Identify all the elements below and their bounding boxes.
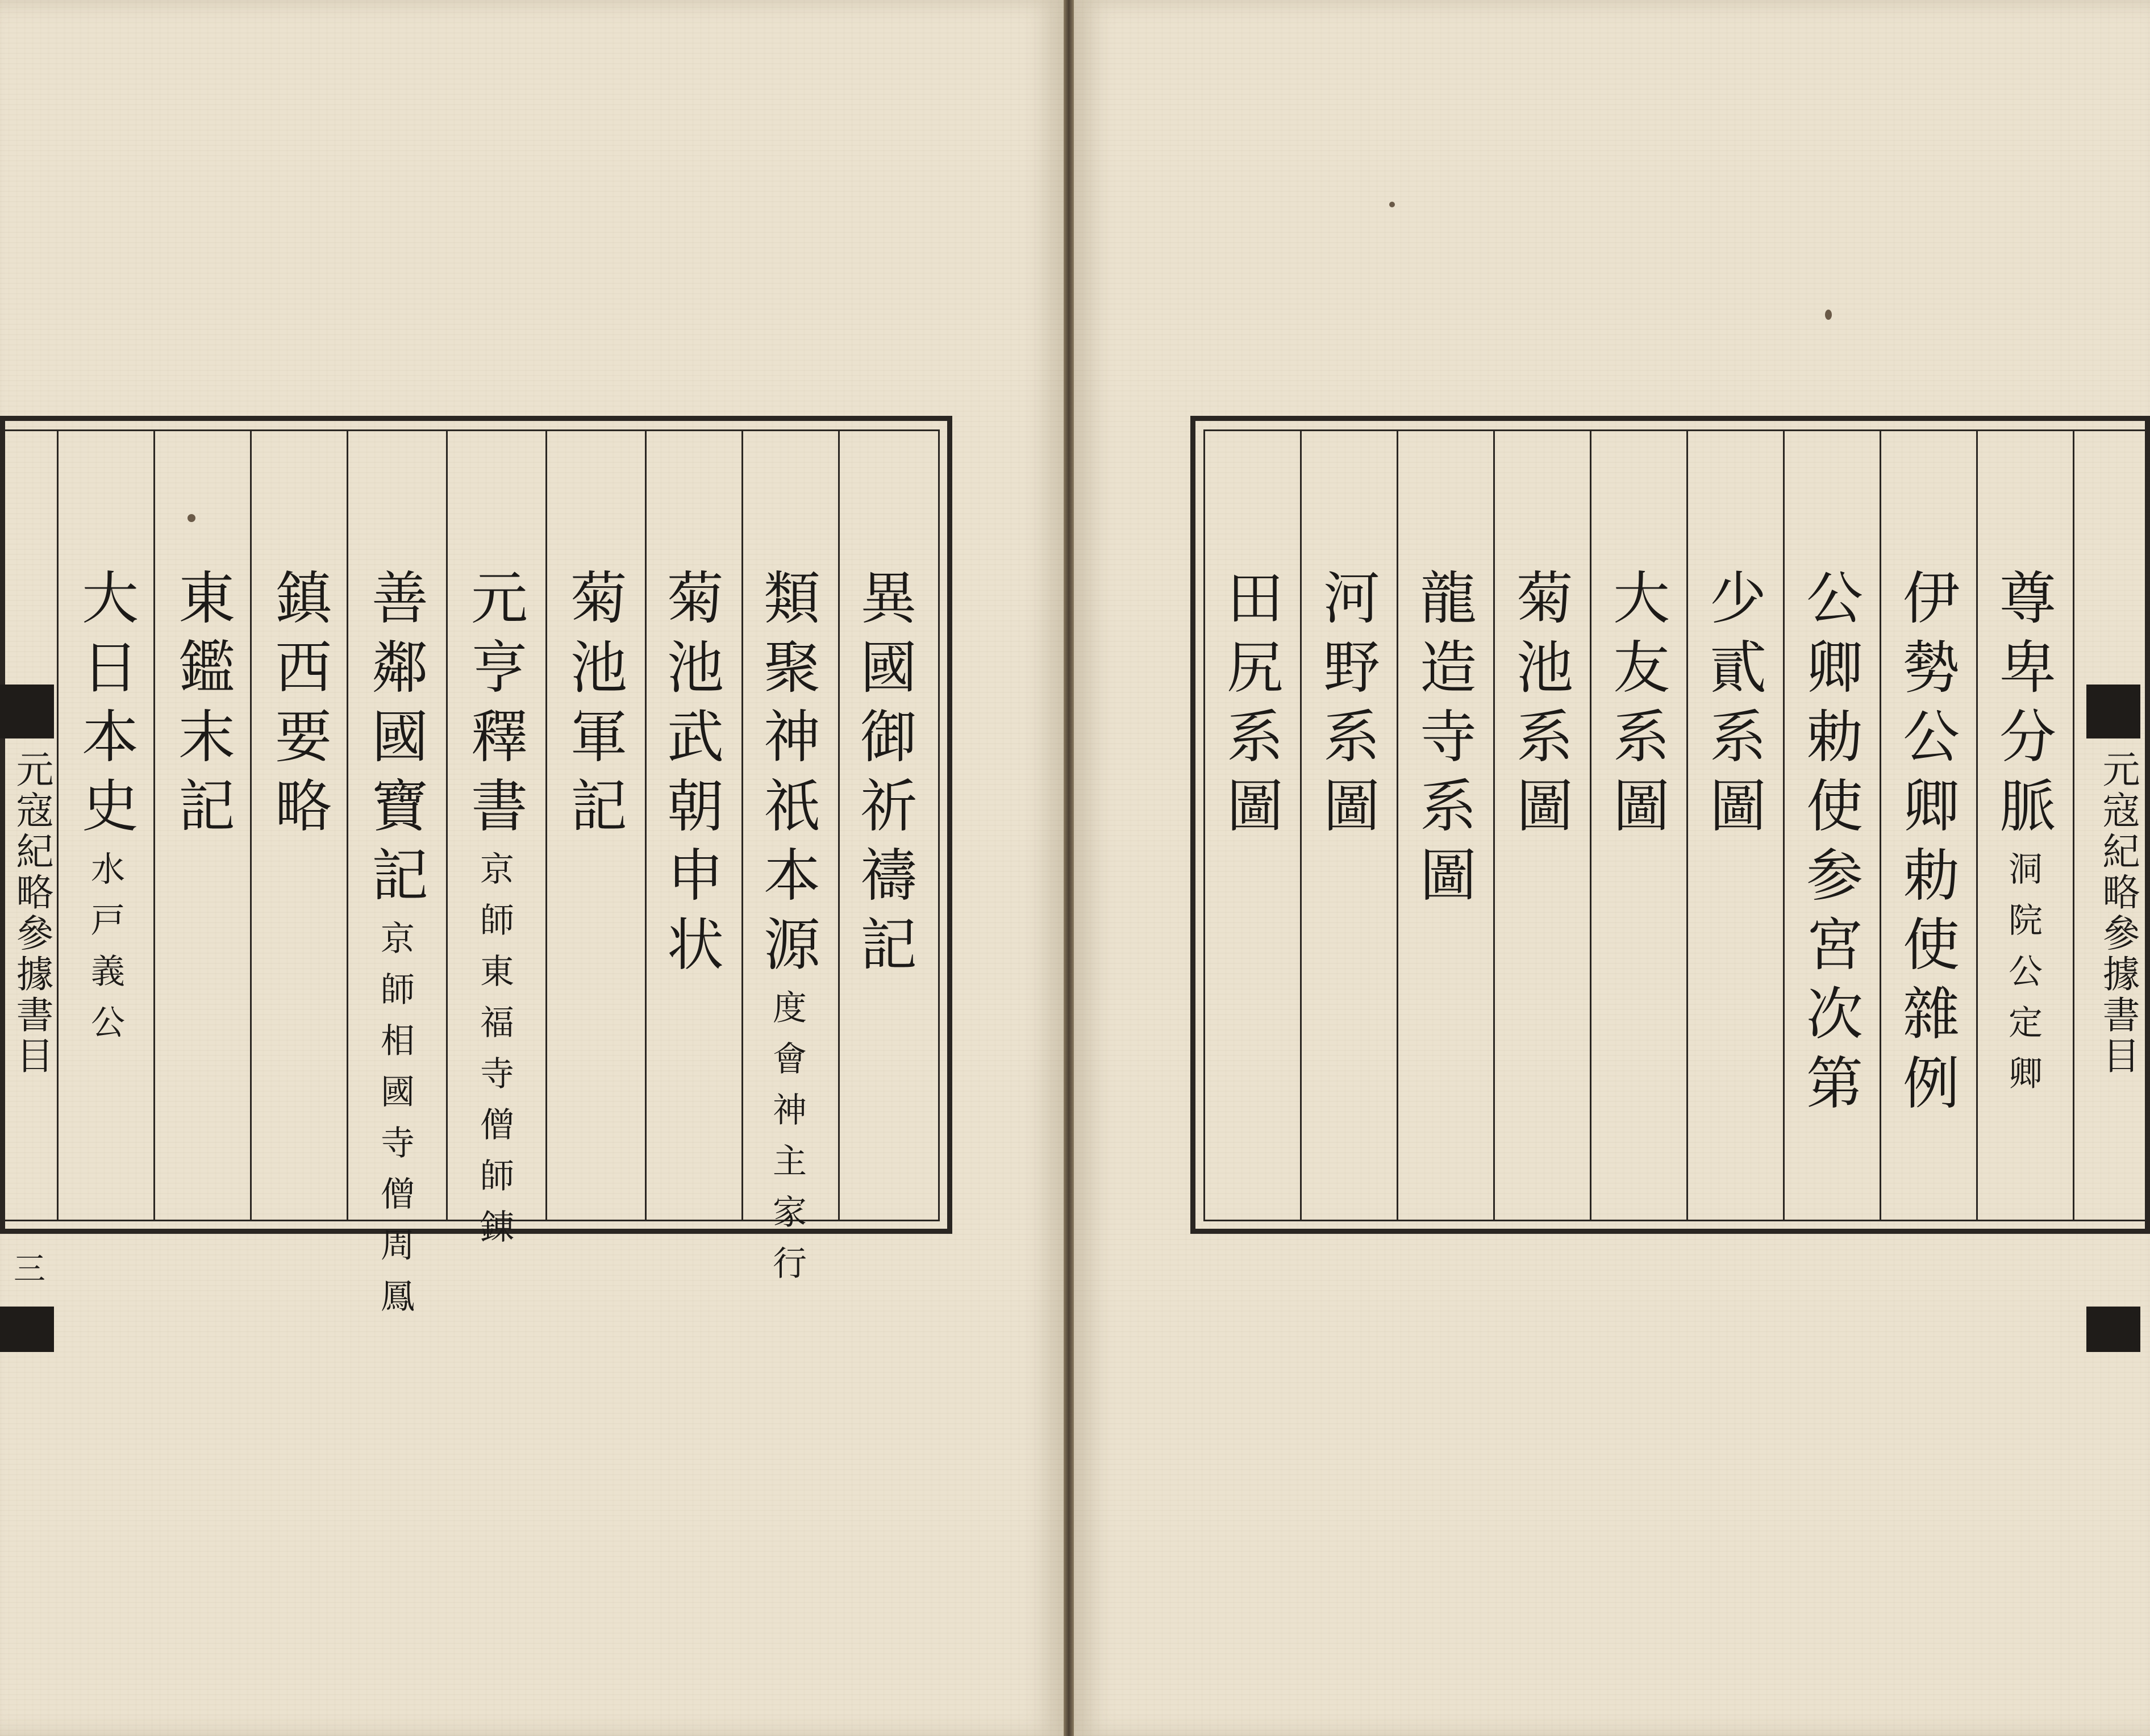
list-item [1314,568,1380,845]
column-rule [1783,429,1785,1221]
column-rule [446,429,448,1221]
column-rule [741,429,743,1221]
column-rule [1397,429,1398,1221]
column-rule [250,429,252,1221]
list-item [1797,568,1863,1122]
fishtail-mark [0,1307,54,1352]
fishtail-mark [0,685,54,738]
column-rule [1590,429,1591,1221]
book-title: 元亨釋書 [461,568,528,845]
paper-speck [1825,310,1832,320]
book-title: 河野系圖 [1314,568,1380,845]
list-item [1603,568,1670,845]
book-author: 京師東福寺僧師錬 [474,851,514,1260]
book-title: 異國御祈禱記 [851,568,917,984]
list-item [265,568,332,845]
margin-title: 元寇紀略參據書目 [10,750,53,1077]
book-title: 東鑑末記 [169,568,235,845]
book-title: 善鄰國寶記 [362,568,428,915]
column-rule [2073,429,2074,1221]
page-number: 三 [14,1251,45,1288]
book-title: 田尻系圖 [1217,568,1284,845]
column-rule [347,429,348,1221]
margin-title: 元寇紀略參據書目 [2096,750,2140,1077]
list-item [169,568,235,845]
column-rule [645,429,647,1221]
list-item [657,568,724,984]
list-item [1507,568,1573,845]
list-item [1893,568,1960,1122]
book-title: 菊池系圖 [1507,568,1573,845]
list-item [561,568,627,845]
list-item [754,568,820,1296]
book-title: 菊池軍記 [561,568,627,845]
list-item [362,568,428,1329]
column-rule [1976,429,1978,1221]
column-rule [1493,429,1495,1221]
fishtail-mark [2086,685,2140,738]
column-rule [153,429,155,1221]
book-title: 少貳系圖 [1700,568,1766,845]
right-page [1074,0,2150,1736]
book-title: 龍造寺系圖 [1410,568,1477,915]
list-item [851,568,917,984]
list-item [1410,568,1477,915]
list-item [1700,568,1766,845]
list-item [72,568,139,1055]
book-author: 洞院公定卿 [2003,851,2043,1107]
column-rule [838,429,840,1221]
list-item [1217,568,1284,845]
column-rule [1880,429,1881,1221]
column-rule [1300,429,1302,1221]
paper-speck [188,514,195,522]
book-title: 類聚神祇本源 [754,568,820,984]
column-rule [545,429,547,1221]
list-item [1990,568,2056,1107]
book-title: 菊池武朝申状 [657,568,724,984]
book-gutter [1064,0,1074,1736]
book-title: 伊勢公卿勅使雜例 [1893,568,1960,1122]
book-author: 水戸義公 [85,851,125,1055]
list-item [461,568,528,1260]
book-title: 公卿勅使参宮次第 [1797,568,1863,1122]
book-author: 度會神主家行 [767,990,807,1296]
left-page [0,0,1064,1736]
book-title: 尊卑分脈 [1990,568,2056,845]
paper-speck [1389,202,1395,207]
book-author: 京師相國寺僧周鳳 [375,920,415,1329]
book-title: 大日本史 [72,568,139,845]
book-title: 大友系圖 [1603,568,1670,845]
column-rule [1686,429,1688,1221]
fishtail-mark [2086,1307,2140,1352]
book-title: 鎮西要略 [265,568,332,845]
